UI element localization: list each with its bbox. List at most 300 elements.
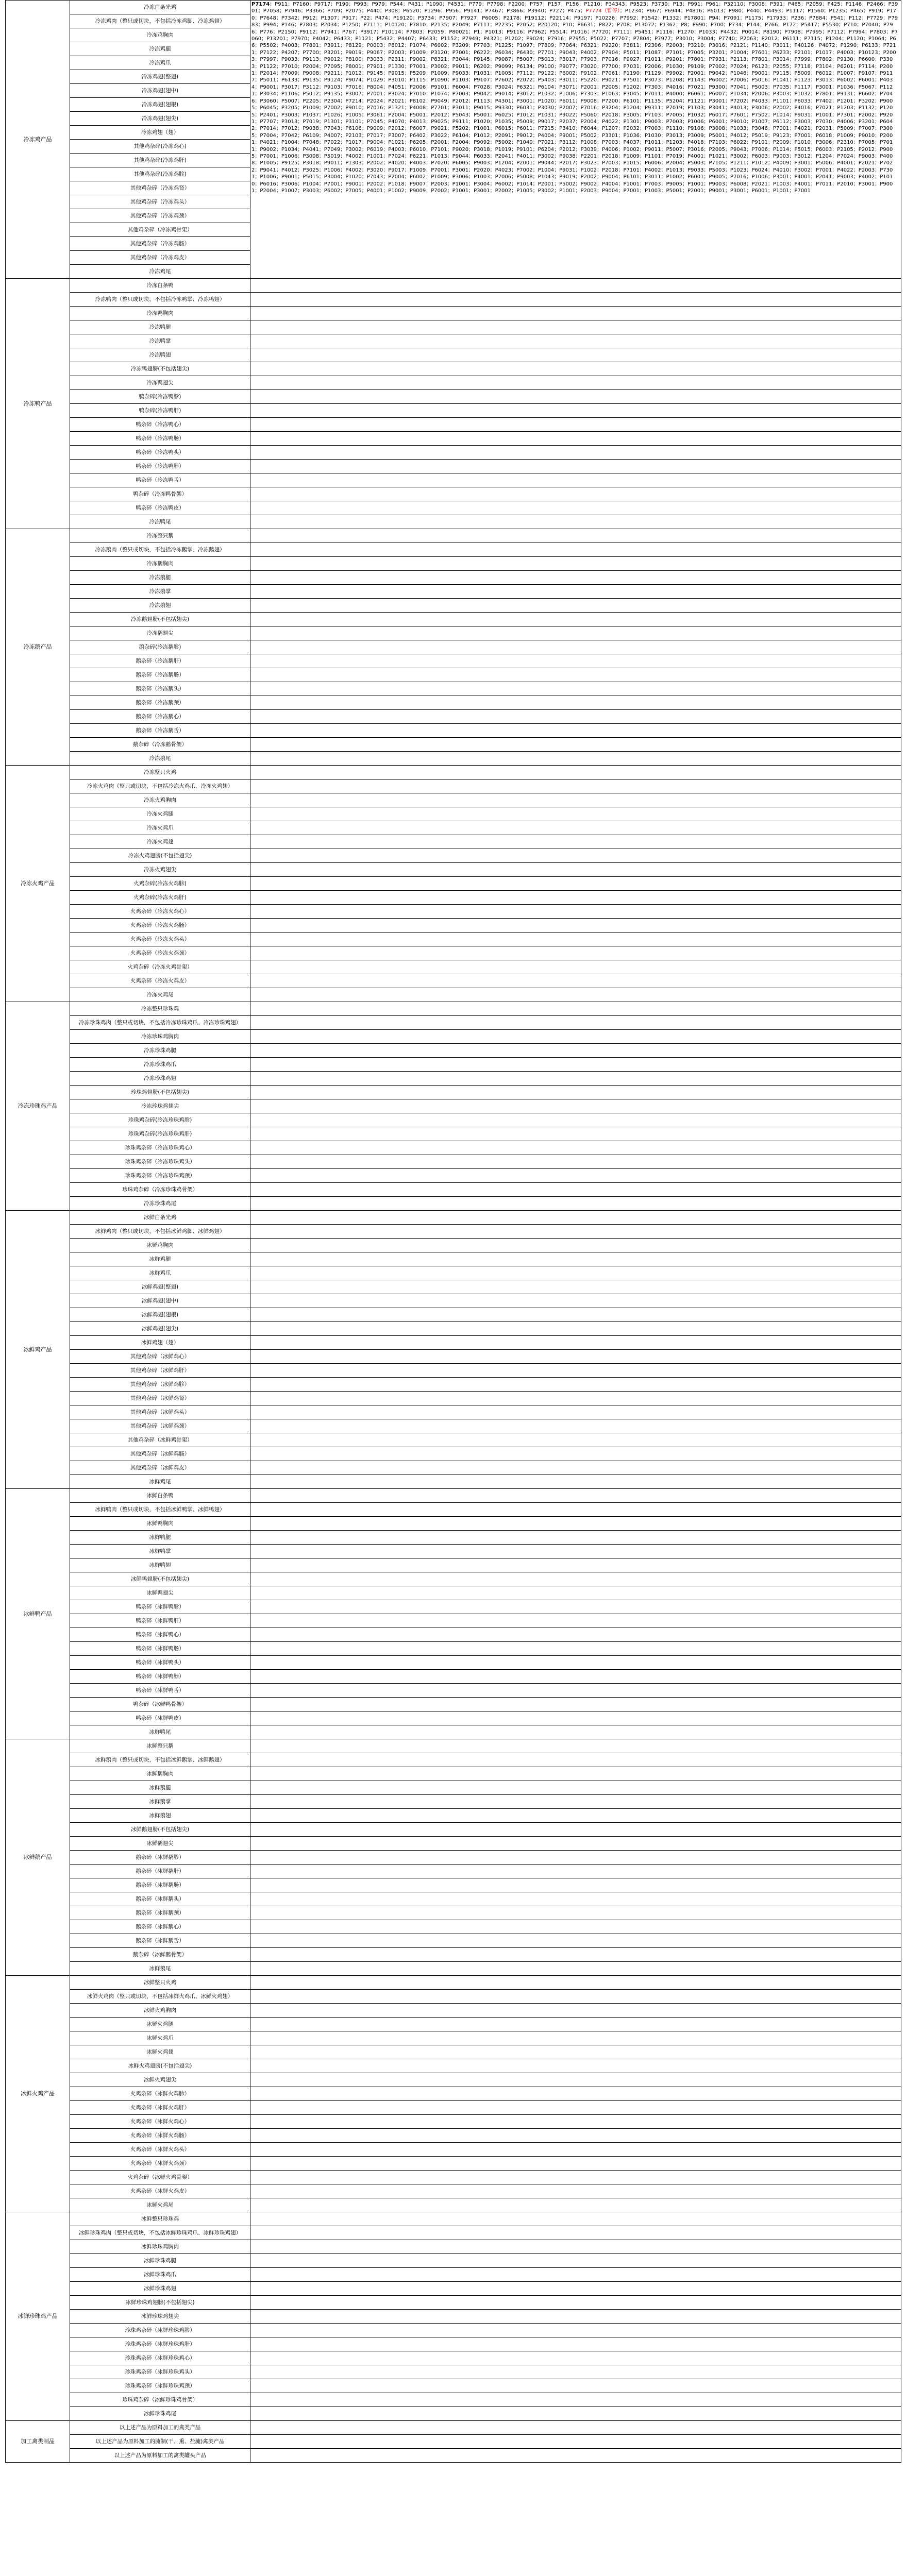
item-cell: 冷冻整只火鸡: [70, 766, 250, 779]
item-cell: 冷冻鹅翅尖: [70, 626, 250, 640]
table-row: [6, 2031, 901, 2045]
empty-cell: [250, 2254, 901, 2268]
table-row: [6, 348, 901, 362]
item-cell: 冷冻火鸡翅膀(不包括翅尖): [70, 849, 250, 863]
empty-cell: [250, 2324, 901, 2337]
item-cell: 冷冻鸡翅（翅）: [70, 126, 250, 140]
table-row: [6, 2171, 901, 2184]
item-cell: 火鸡杂碎（冷冻火鸡肠）: [70, 919, 250, 933]
item-cell: 冷冻鸡尾: [70, 265, 250, 279]
item-cell: 冷冻火鸡尾: [70, 988, 250, 1002]
empty-cell: [250, 501, 901, 515]
empty-cell: [250, 585, 901, 599]
empty-cell: [250, 2212, 901, 2226]
empty-cell: [250, 2198, 901, 2212]
item-cell: 其他鸡杂碎（冷冻鸡头）: [70, 195, 250, 209]
empty-cell: [250, 2045, 901, 2059]
empty-cell: [250, 1086, 901, 1099]
table-row: [6, 1127, 901, 1141]
empty-cell: [250, 1322, 901, 1336]
table-row: [6, 1308, 901, 1322]
item-cell: 冰鲜鸡翅(翅尖): [70, 1322, 250, 1336]
empty-cell: [250, 1266, 901, 1280]
table-row: [6, 1739, 901, 1753]
table-row: [6, 1225, 901, 1239]
empty-cell: [250, 1169, 901, 1183]
item-cell: 冷冻鸡翅(翅中): [70, 84, 250, 98]
empty-cell: [250, 1934, 901, 1948]
empty-cell: [250, 362, 901, 376]
item-cell: 其他鸡杂碎（冰鲜鸡肠）: [70, 1447, 250, 1461]
enterprise-code-cell: [250, 1, 901, 279]
table-row: [6, 362, 901, 376]
empty-cell: [250, 946, 901, 960]
item-cell: 冷冻珍珠鸡胸肉: [70, 1030, 250, 1044]
item-cell: 鸭杂碎（冰鲜鸭肠）: [70, 1642, 250, 1656]
empty-cell: [250, 2031, 901, 2045]
table-row: [6, 1767, 901, 1781]
item-cell: 其他鸡杂碎（冷冻鸡皮）: [70, 251, 250, 265]
item-cell: 火鸡杂碎（冰鲜火鸡胗）: [70, 2087, 250, 2101]
table-row: [6, 2365, 901, 2379]
empty-cell: [250, 2421, 901, 2435]
item-cell: 冰鲜鹅腿: [70, 1781, 250, 1795]
empty-cell: [250, 710, 901, 724]
empty-cell: [250, 1183, 901, 1197]
item-cell: 鹅杂碎（冰鲜鹅舌）: [70, 1934, 250, 1948]
empty-cell: [250, 1155, 901, 1169]
item-cell: 冷冻鸡爪: [70, 56, 250, 70]
item-cell: 其他鸡杂碎(冷冻鸡肝): [70, 154, 250, 167]
item-cell: 鸭杂碎（冰鲜鸭心）: [70, 1628, 250, 1642]
empty-cell: [250, 2059, 901, 2073]
table-row: [6, 613, 901, 626]
table-row: [6, 279, 901, 293]
item-cell: 冷冻鸭翅: [70, 348, 250, 362]
table-row: [6, 2407, 901, 2421]
table-row: [6, 1781, 901, 1795]
table-row: [6, 543, 901, 557]
table-row: [6, 821, 901, 835]
table-row: [6, 877, 901, 891]
category-cell: 冷冻火鸡产品: [6, 766, 70, 1002]
table-row: [6, 1503, 901, 1517]
table-row: [6, 2184, 901, 2198]
item-cell: 鸭杂碎（冰鲜鸭头）: [70, 1656, 250, 1670]
item-cell: 冰鲜鸭腿: [70, 1531, 250, 1545]
empty-cell: [250, 1127, 901, 1141]
item-cell: 珍珠鸡杂碎（冰鲜珍珠鸡骨架）: [70, 2393, 250, 2407]
table-row: [6, 1392, 901, 1405]
item-cell: 其他鸡杂碎（冰鲜鸡头）: [70, 1405, 250, 1419]
item-cell: 冰鲜火鸡翅膀(不包括翅尖): [70, 2059, 250, 2073]
item-cell: 火鸡杂碎（冰鲜火鸡心）: [70, 2115, 250, 2129]
empty-cell: [250, 2310, 901, 2324]
table-body: [6, 1, 901, 2463]
table-row: [6, 599, 901, 613]
empty-cell: [250, 2073, 901, 2087]
table-row: [6, 1906, 901, 1920]
item-cell: 珍珠鸡杂碎（冷冻珍珠鸡颈）: [70, 1169, 250, 1183]
item-cell: 鹅杂碎（冷冻鹅颈）: [70, 696, 250, 710]
empty-cell: [250, 1419, 901, 1433]
item-cell: 鹅杂碎（冷冻鹅心）: [70, 710, 250, 724]
empty-cell: [250, 543, 901, 557]
table-row: [6, 2240, 901, 2254]
empty-cell: [250, 320, 901, 334]
item-cell: 冰鲜鸡腿: [70, 1252, 250, 1266]
table-row: [6, 2268, 901, 2282]
item-cell: 鹅杂碎（冰鲜鹅胗）: [70, 1851, 250, 1865]
empty-cell: [250, 487, 901, 501]
empty-cell: [250, 1545, 901, 1558]
table-row: [6, 487, 901, 501]
empty-cell: [250, 668, 901, 682]
empty-cell: [250, 1600, 901, 1614]
empty-cell: [250, 2407, 901, 2421]
item-cell: 鹅杂碎（冰鲜鹅头）: [70, 1892, 250, 1906]
empty-cell: [250, 390, 901, 404]
item-cell: 冷冻珍珠鸡爪: [70, 1058, 250, 1072]
item-cell: 鹅杂碎（冰鲜鹅颈）: [70, 1906, 250, 1920]
table-row: [6, 2226, 901, 2240]
table-row: [6, 1990, 901, 2004]
item-cell: 鸭杂碎（冷冻鸭脖）: [70, 460, 250, 473]
code-list: P911；P7160；P9717；P190；P993；P979；P544；P431；P1090；P4531；P779；P7798；P2200；P757；P157；P156；P1210；P34343；P9523；P3730；P13；P991；P961；P32110；P3008；P391；P465；P2059；P425；P1146；P2466；P3901；P7058；P7946；P3366；P709；P2075；P440；P308；P6520；P1296；P956；P9141；P7467；P3866；P3940；P727；P475；: [251, 2, 898, 14]
empty-cell: [250, 1044, 901, 1058]
table-row: [6, 2379, 901, 2393]
item-cell: 冷冻鸡翅(整翅): [70, 70, 250, 84]
item-cell: 鹅杂碎（冰鲜鹅心）: [70, 1920, 250, 1934]
table-row: [6, 2421, 901, 2435]
empty-cell: [250, 473, 901, 487]
empty-cell: [250, 1767, 901, 1781]
item-cell: 冷冻鸡翅(翅根): [70, 98, 250, 112]
empty-cell: [250, 640, 901, 654]
item-cell: 鸭杂碎（冷冻鸭骨架）: [70, 487, 250, 501]
item-cell: 冷冻珍珠鸡肉（整只或切块，不包括冷冻珍珠鸡爪、冷冻珍珠鸡翅）: [70, 1016, 250, 1030]
table-row: [6, 557, 901, 571]
empty-cell: [250, 960, 901, 974]
table-row: [6, 2324, 901, 2337]
table-row: [6, 2310, 901, 2324]
empty-cell: [250, 293, 901, 307]
item-cell: 火鸡杂碎（冷冻火鸡心）: [70, 905, 250, 919]
empty-cell: [250, 2087, 901, 2101]
item-cell: 火鸡杂碎（冷冻火鸡头）: [70, 933, 250, 946]
table-row: [6, 1628, 901, 1642]
item-cell: 鸭杂碎（冷冻鸭心）: [70, 418, 250, 432]
table-row: [6, 863, 901, 877]
item-cell: 火鸡杂碎（冰鲜火鸡皮）: [70, 2184, 250, 2198]
item-cell: 珍珠鸡翅膀(不包括翅尖): [70, 1086, 250, 1099]
empty-cell: [250, 1614, 901, 1628]
table-row: [6, 1447, 901, 1461]
item-cell: 冷冻珍珠鸡翅: [70, 1072, 250, 1086]
table-row: [6, 1948, 901, 1962]
table-row: [6, 571, 901, 585]
item-cell: 冰鲜整只珍珠鸡: [70, 2212, 250, 2226]
item-cell: 冷冻珍珠鸡腿: [70, 1044, 250, 1058]
item-cell: 其他鸡杂碎（冷冻鸡骨架）: [70, 223, 250, 237]
table-row: [6, 1419, 901, 1433]
item-cell: 冰鲜珍珠鸡翅尖: [70, 2310, 250, 2324]
empty-cell: [250, 1489, 901, 1503]
item-cell: 鸭杂碎(冷冻鸭胗): [70, 390, 250, 404]
item-cell: 鹅杂碎（冷冻鹅肠）: [70, 668, 250, 682]
empty-cell: [250, 1809, 901, 1823]
table-row: [6, 1545, 901, 1558]
item-cell: 冷冻鹅胸肉: [70, 557, 250, 571]
empty-cell: [250, 2143, 901, 2157]
table-row: [6, 1211, 901, 1225]
table-row: [6, 1336, 901, 1350]
table-row: [6, 1823, 901, 1837]
item-cell: 冰鲜整只鹅: [70, 1739, 250, 1753]
table-row: [6, 404, 901, 418]
empty-cell: [250, 1016, 901, 1030]
table-row: [6, 626, 901, 640]
empty-cell: [250, 1823, 901, 1837]
empty-cell: [250, 626, 901, 640]
item-cell: 鸭杂碎（冰鲜鸭肝）: [70, 1614, 250, 1628]
table-row: [6, 724, 901, 738]
empty-cell: [250, 557, 901, 571]
empty-cell: [250, 1711, 901, 1725]
item-cell: 火鸡杂碎（冷冻火鸡颈）: [70, 946, 250, 960]
table-row: [6, 988, 901, 1002]
item-cell: 珍珠鸡杂碎（冷冻珍珠鸡心）: [70, 1141, 250, 1155]
empty-cell: [250, 1280, 901, 1294]
empty-cell: [250, 1072, 901, 1086]
item-cell: 其他鸡杂碎（冰鲜鸡肝）: [70, 1364, 250, 1378]
item-cell: 冰鲜鸭掌: [70, 1545, 250, 1558]
table-row: [6, 2254, 901, 2268]
item-cell: 冷冻鹅尾: [70, 752, 250, 766]
table-row: [6, 738, 901, 752]
empty-cell: [250, 877, 901, 891]
item-cell: 冷冻火鸡腿: [70, 807, 250, 821]
item-cell: 冰鲜鸭翅尖: [70, 1586, 250, 1600]
table-row: [6, 2059, 901, 2073]
item-cell: 其他鸡杂碎（冰鲜鸡骨架）: [70, 1433, 250, 1447]
table-row: [6, 1586, 901, 1600]
empty-cell: [250, 1753, 901, 1767]
item-cell: 其他鸡杂碎(冷冻鸡心): [70, 140, 250, 154]
item-cell: 冰鲜鸡翅（翅）: [70, 1336, 250, 1350]
table-row: [6, 1350, 901, 1364]
table-row: [6, 779, 901, 793]
item-cell: 鹅杂碎(冷冻鹅胗): [70, 640, 250, 654]
category-cell: 冷冻鹅产品: [6, 529, 70, 766]
table-row: [6, 307, 901, 320]
table-row: [6, 2449, 901, 2463]
item-cell: 冰鲜鸡肉（整只或切块，不包括冰鲜鸡脚、冰鲜鸡翅）: [70, 1225, 250, 1239]
empty-cell: [250, 613, 901, 626]
item-cell: 火鸡杂碎(冷冻火鸡肝): [70, 891, 250, 905]
item-cell: 珍珠鸡杂碎(冷冻珍珠鸡胗): [70, 1113, 250, 1127]
item-cell: 火鸡杂碎（冰鲜火鸡肠）: [70, 2129, 250, 2143]
item-cell: 冷冻鸡翅(翅尖): [70, 112, 250, 126]
suspended-code: P7774（暂停）: [585, 8, 620, 14]
table-row: [6, 2282, 901, 2296]
table-row: [6, 1725, 901, 1739]
empty-cell: [250, 849, 901, 863]
item-cell: 冰鲜火鸡翅尖: [70, 2073, 250, 2087]
empty-cell: [250, 1475, 901, 1489]
table-row: [6, 585, 901, 599]
empty-cell: [250, 654, 901, 668]
table-row: [6, 1280, 901, 1294]
table-row: [6, 710, 901, 724]
empty-cell: [250, 2004, 901, 2018]
table-row: [6, 1252, 901, 1266]
item-cell: 冰鲜火鸡爪: [70, 2031, 250, 2045]
empty-cell: [250, 1558, 901, 1572]
item-cell: 鹅杂碎（冷冻鹅肝）: [70, 654, 250, 668]
table-row: [6, 501, 901, 515]
table-row: [6, 1461, 901, 1475]
table-row: [6, 293, 901, 307]
empty-cell: [250, 1920, 901, 1934]
item-cell: 冷冻鸭尾: [70, 515, 250, 529]
table-row: [6, 946, 901, 960]
empty-cell: [250, 1141, 901, 1155]
table-row: [6, 1405, 901, 1419]
empty-cell: [250, 1308, 901, 1322]
item-cell: 以上述产品为原料加工的禽类产品: [70, 2421, 250, 2435]
table-row: [6, 1837, 901, 1851]
table-row: [6, 640, 901, 654]
empty-cell: [250, 1837, 901, 1851]
table-row: [6, 1517, 901, 1531]
code-lead: P7174：: [251, 2, 275, 7]
item-cell: 其他鸡杂碎（冰鲜鸡皮）: [70, 1461, 250, 1475]
table-row: [6, 1, 901, 14]
item-cell: 冷冻鸭翅膀(不包括翅尖): [70, 362, 250, 376]
table-row: [6, 1030, 901, 1044]
empty-cell: [250, 1239, 901, 1252]
item-cell: 冷冻鹅肉（整只或切块，不包括冷冻鹅掌、冷冻鹅翅）: [70, 543, 250, 557]
empty-cell: [250, 1002, 901, 1016]
empty-cell: [250, 279, 901, 293]
table-row: [6, 849, 901, 863]
empty-cell: [250, 724, 901, 738]
item-cell: 其他鸡杂碎（冷冻鸡颈）: [70, 209, 250, 223]
table-row: [6, 2087, 901, 2101]
table-row: [6, 1322, 901, 1336]
item-cell: 珍珠鸡杂碎（冷冻珍珠鸡骨架）: [70, 1183, 250, 1197]
table-row: [6, 460, 901, 473]
item-cell: 鹅杂碎（冰鲜鹅肠）: [70, 1878, 250, 1892]
item-cell: 冰鲜鹅翅膀(不包括翅尖): [70, 1823, 250, 1837]
category-cell: 冰鲜鹅产品: [6, 1739, 70, 1976]
item-cell: 其他鸡杂碎（冷冻鸡肠）: [70, 237, 250, 251]
empty-cell: [250, 2268, 901, 2282]
table-row: [6, 1656, 901, 1670]
item-cell: 冰鲜白条鸭: [70, 1489, 250, 1503]
item-cell: 火鸡杂碎（冷冻火鸡骨架）: [70, 960, 250, 974]
empty-cell: [250, 1725, 901, 1739]
item-cell: 冰鲜珍珠鸡胸肉: [70, 2240, 250, 2254]
empty-cell: [250, 571, 901, 585]
table-row: [6, 515, 901, 529]
item-cell: 鸭杂碎（冷冻鸭头）: [70, 446, 250, 460]
table-row: [6, 1851, 901, 1865]
item-cell: 冷冻鹅掌: [70, 585, 250, 599]
item-cell: 冰鲜鸭翅膀(不包括翅尖): [70, 1572, 250, 1586]
empty-cell: [250, 1405, 901, 1419]
empty-cell: [250, 2157, 901, 2171]
table-row: [6, 2045, 901, 2059]
table-row: [6, 446, 901, 460]
empty-cell: [250, 418, 901, 432]
item-cell: 鹅杂碎（冷冻鹅头）: [70, 682, 250, 696]
empty-cell: [250, 1252, 901, 1266]
empty-cell: [250, 863, 901, 877]
empty-cell: [250, 1976, 901, 1990]
item-cell: 冷冻整只鹅: [70, 529, 250, 543]
empty-cell: [250, 1586, 901, 1600]
table-row: [6, 1600, 901, 1614]
table-row: [6, 2351, 901, 2365]
item-cell: 珍珠鸡杂碎（冰鲜珍珠鸡心）: [70, 2351, 250, 2365]
table-row: [6, 1044, 901, 1058]
empty-cell: [250, 1030, 901, 1044]
item-cell: 鸭杂碎（冰鲜鸭舌）: [70, 1684, 250, 1698]
table-row: [6, 1378, 901, 1392]
item-cell: 冰鲜鹅胸肉: [70, 1767, 250, 1781]
item-cell: 其他鸡杂碎(冷冻鸡胗): [70, 167, 250, 181]
empty-cell: [250, 1962, 901, 1976]
category-cell: 冰鲜鸡产品: [6, 1211, 70, 1489]
empty-cell: [250, 1517, 901, 1531]
item-cell: 冰鲜鹅翅: [70, 1809, 250, 1823]
empty-cell: [250, 376, 901, 390]
table-row: [6, 1642, 901, 1656]
table-row: [6, 2004, 901, 2018]
item-cell: 火鸡杂碎（冰鲜火鸡颈）: [70, 2157, 250, 2171]
empty-cell: [250, 766, 901, 779]
empty-cell: [250, 2337, 901, 2351]
table-row: [6, 2073, 901, 2087]
empty-cell: [250, 807, 901, 821]
empty-cell: [250, 2351, 901, 2365]
item-cell: 冰鲜鸡尾: [70, 1475, 250, 1489]
empty-cell: [250, 1531, 901, 1545]
item-cell: 鸭杂碎(冷冻鸭肝): [70, 404, 250, 418]
table-row: [6, 418, 901, 432]
empty-cell: [250, 2184, 901, 2198]
item-cell: 其他鸡杂碎（冷冻鸡肾）: [70, 181, 250, 195]
empty-cell: [250, 2171, 901, 2184]
table-row: [6, 1976, 901, 1990]
item-cell: 火鸡杂碎（冰鲜火鸡肝）: [70, 2101, 250, 2115]
table-row: [6, 1489, 901, 1503]
table-row: [6, 1058, 901, 1072]
empty-cell: [250, 1684, 901, 1698]
item-cell: 冷冻鹅腿: [70, 571, 250, 585]
item-cell: 火鸡杂碎（冰鲜火鸡骨架）: [70, 2171, 250, 2184]
table-row: [6, 1962, 901, 1976]
table-row: [6, 1809, 901, 1823]
table-row: [6, 2018, 901, 2031]
table-row: [6, 2296, 901, 2310]
empty-cell: [250, 2296, 901, 2310]
empty-cell: [250, 1099, 901, 1113]
table-row: [6, 2157, 901, 2171]
item-cell: 冰鲜鸭翅: [70, 1558, 250, 1572]
